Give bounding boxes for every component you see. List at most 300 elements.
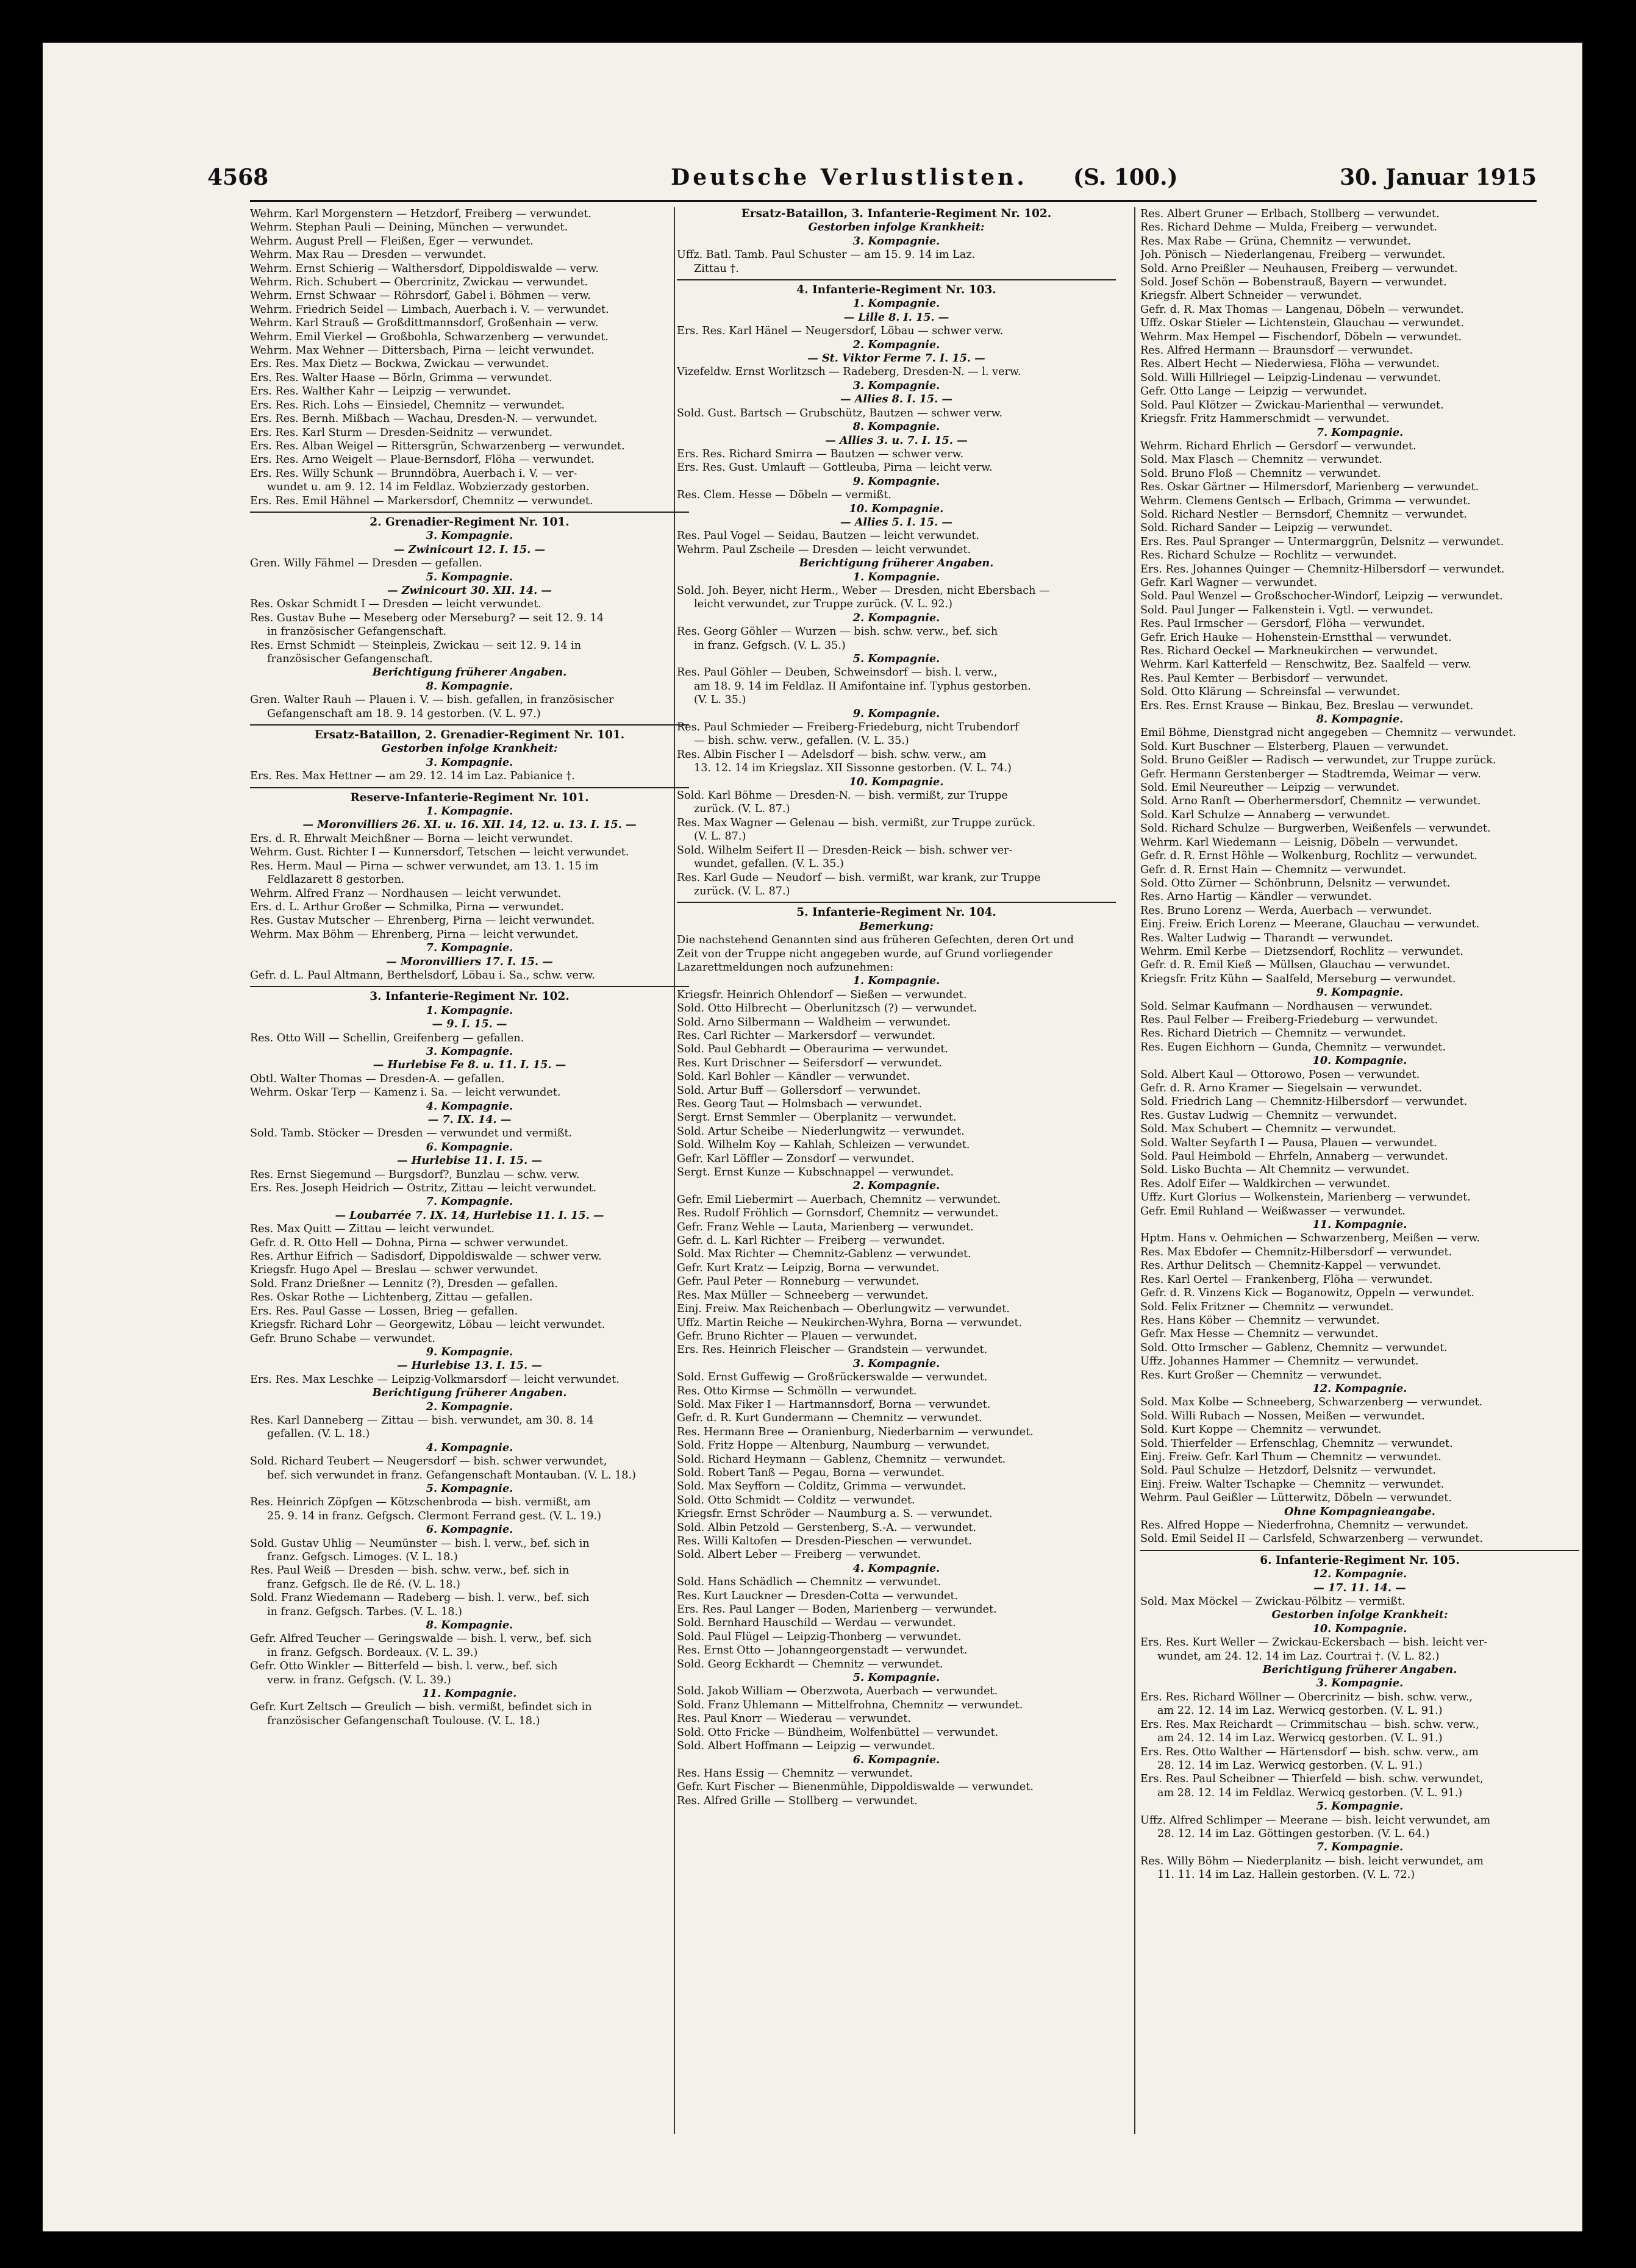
casualty-entry: Sold. Otto Schmidt — Colditz — verwundet.: [677, 1494, 915, 1507]
casualty-entry: Wehrm. Emil Vierkel — Großbohla, Schwarzenberg — verwundet.: [250, 330, 609, 343]
casualty-entry: Ers. Res. Walther Kahr — Leipzig — verwundet.: [250, 385, 511, 398]
casualty-entry: Gefr. d. R. Otto Hell — Dohna, Pirna — schwer verwundet.: [250, 1236, 569, 1249]
casualty-entry: Gefr. d. R. Arno Kramer — Siegelsain — verwundet.: [1140, 1082, 1422, 1094]
casualty-entry: Wehrm. Gust. Richter I — Kunnersdorf, Tetschen — leicht verwundet.: [250, 846, 629, 859]
casualty-entry: Einj. Freiw. Walter Tschapke — Chemnitz — verwundet.: [1140, 1478, 1445, 1491]
casualty-entry: Res. Ernst Schmidt — Steinpleis, Zwickau — seit 12. 9. 14 in: [250, 639, 582, 652]
casualty-entry: Wehrm. Richard Ehrlich — Gersdorf — verwundet.: [1140, 440, 1416, 452]
casualty-entry: Res. Paul Schmieder — Freiberg-Friedeburg, nicht Trubendorf: [677, 721, 1019, 734]
section-heading: 3. Kompagnie.: [852, 1357, 940, 1370]
section-rule: [250, 787, 689, 788]
casualty-entry-continued: franz. Gefgsch. Limoges. (V. L. 18.): [267, 1551, 458, 1563]
casualty-entry-continued: 25. 9. 14 in franz. Gefgsch. Clermont Ferrand gest. (V. L. 19.): [267, 1510, 601, 1522]
casualty-entry: Res. Albin Fischer I — Adelsdorf — bish. schw. verw., am: [677, 748, 987, 761]
section-rule: [677, 902, 1116, 903]
casualty-entry: Die nachstehend Genannten sind aus früheren Gefechten, deren Ort und: [677, 934, 1074, 947]
casualty-entry: Zeit von der Truppe nicht angegeben wurde, auf Grund vorliegender: [677, 947, 1052, 960]
casualty-entry: Sold. Wilhelm Seifert II — Dresden-Reick — bish. schwer ver-: [677, 844, 1013, 857]
casualty-entry: Res. Alfred Hermann — Braunsdorf — verwundet.: [1140, 344, 1413, 357]
casualty-entry: Wehrm. Karl Wiedemann — Leisnig, Döbeln — verwundet.: [1140, 836, 1459, 849]
casualty-entry: Gefr. Otto Winkler — Bitterfeld — bish. l. verw., bef. sich: [250, 1660, 558, 1673]
section-heading: 5. Kompagnie.: [852, 652, 940, 665]
section-heading: 8. Kompagnie.: [426, 679, 513, 693]
casualty-entry: Sold. Paul Wenzel — Großschocher-Windorf, Leipzig — verwundet.: [1140, 590, 1503, 603]
casualty-entry: Wehrm. Alfred Franz — Nordhausen — leicht verwundet.: [250, 887, 562, 900]
regiment-heading: 2. Grenadier-Regiment Nr. 101.: [370, 515, 570, 529]
casualty-entry: Sold. Karl Bohler — Kändler — verwundet.: [677, 1071, 910, 1083]
casualty-entry: Sold. Max Kolbe — Schneeberg, Schwarzenberg — verwundet.: [1140, 1396, 1483, 1409]
casualty-entry: Sold. Kurt Buschner — Elsterberg, Plauen — verwundet.: [1140, 740, 1449, 753]
casualty-entry: Einj. Freiw. Erich Lorenz — Meerane, Glauchau — verwundet.: [1140, 918, 1480, 931]
text-column-3: [1140, 207, 1579, 2152]
section-rule: [250, 986, 689, 987]
casualty-entry: Sold. Otto Zürner — Schönbrunn, Delsnitz — verwundet.: [1140, 877, 1451, 890]
casualty-entry: Sold. Bruno Geißler — Radisch — verwundet, zur Truppe zurück.: [1140, 754, 1496, 767]
section-heading: 1. Kompagnie.: [852, 974, 940, 988]
casualty-entry: Kriegsfr. Ernst Schröder — Naumburg a. S. — verwundet.: [677, 1508, 993, 1521]
casualty-entry: Gefr. d. L. Karl Richter — Freiberg — verwundet.: [677, 1235, 945, 1247]
casualty-entry: Res. Ernst Otto — Johanngeorgenstadt — verwundet.: [677, 1644, 968, 1657]
casualty-entry: Gefr. Bruno Richter — Plauen — verwundet.: [677, 1330, 918, 1343]
casualty-entry: Gren. Walter Rauh — Plauen i. V. — bish. gefallen, in französischer: [250, 694, 614, 707]
casualty-entry: Gefr. d. R. Kurt Gundermann — Chemnitz — verwundet.: [677, 1412, 982, 1425]
section-heading: 10. Kompagnie.: [849, 502, 944, 515]
date-location-line: — Loubarrée 7. IX. 14, Hurlebise 11. I. 15. —: [335, 1208, 604, 1222]
casualty-entry-continued: bef. sich verwundet in franz. Gefangenschaft Montauban. (V. L. 18.): [267, 1469, 636, 1482]
section-heading: 6. Kompagnie.: [426, 1523, 513, 1536]
casualty-entry: Gefr. d. L. Paul Altmann, Berthelsdorf, Löbau i. Sa., schw. verw.: [250, 969, 595, 982]
casualty-entry: Res. Paul Göhler — Deuben, Schweinsdorf — bish. l. verw.,: [677, 666, 998, 679]
casualty-entry: Sold. Artur Scheibe — Niederlungwitz — verwundet.: [677, 1125, 965, 1138]
casualty-entry: Sold. Otto Irmscher — Gablenz, Chemnitz — verwundet.: [1140, 1341, 1448, 1354]
date-location-line: — Zwinicourt 30. XII. 14. —: [387, 583, 552, 597]
casualty-entry: Sold. Max Flasch — Chemnitz — verwundet.: [1140, 454, 1382, 466]
section-heading: 1. Kompagnie.: [426, 805, 513, 818]
casualty-entry-continued: (V. L. 35.): [694, 694, 746, 707]
casualty-entry: Gefr. Karl Wagner — verwundet.: [1140, 576, 1317, 589]
casualty-entry: Res. Paul Weiß — Dresden — bish. schw. verw., bef. sich in: [250, 1564, 570, 1577]
casualty-entry: Kriegsfr. Hugo Apel — Breslau — schwer verwundet.: [250, 1264, 538, 1277]
casualty-entry: Res. Arthur Eifrich — Sadisdorf, Dippoldiswalde — schwer verw.: [250, 1250, 602, 1263]
section-heading: Gestorben infolge Krankheit:: [808, 221, 985, 234]
casualty-entry-continued: französischer Gefangenschaft Toulouse. (V. L. 18.): [267, 1714, 540, 1727]
casualty-entry: Wehrm. Max Böhm — Ehrenberg, Pirna — leicht verwundet.: [250, 928, 579, 941]
page-header: [207, 165, 1537, 195]
casualty-entry-continued: (V. L. 87.): [694, 830, 746, 843]
regiment-heading: 6. Infanterie-Regiment Nr. 105.: [1260, 1553, 1460, 1567]
casualty-entry: Einj. Freiw. Max Reichenbach — Oberlungwitz — verwundet.: [677, 1303, 1010, 1316]
casualty-entry: Ers. Res. Willy Schunk — Brunndöbra, Auerbach i. V. — ver-: [250, 467, 577, 480]
edition-number: (S. 100.): [1073, 165, 1178, 190]
casualty-entry: Sold. Paul Flügel — Leipzig-Thonberg — verwundet.: [677, 1630, 962, 1643]
casualty-entry: Gefr. d. R. Ernst Hain — Chemnitz — verwundet.: [1140, 863, 1407, 876]
casualty-entry: Gefr. d. R. Emil Kieß — Müllsen, Glauchau — verwundet.: [1140, 959, 1451, 972]
casualty-entry: Ers. Res. Kurt Weller — Zwickau-Eckersbach — bish. leicht ver-: [1140, 1636, 1488, 1649]
section-heading: 9. Kompagnie.: [852, 707, 940, 720]
casualty-entry: Uffz. Oskar Stieler — Lichtenstein, Glauchau — verwundet.: [1140, 317, 1464, 330]
section-heading: Berichtigung früherer Angaben.: [799, 557, 994, 570]
section-heading: 3. Kompagnie.: [426, 529, 513, 543]
section-heading: 5. Kompagnie.: [426, 570, 513, 583]
casualty-entry: Res. Karl Oertel — Frankenberg, Flöha — verwundet.: [1140, 1273, 1433, 1286]
section-heading: 3. Kompagnie.: [852, 234, 940, 248]
casualty-entry: Res. Max Müller — Schneeberg — verwundet.: [677, 1289, 929, 1302]
casualty-entry: Gefr. Kurt Kratz — Leipzig, Borna — verwundet.: [677, 1261, 940, 1274]
casualty-entry: Sold. Willi Hillriegel — Leipzig-Lindenau — verwundet.: [1140, 371, 1441, 384]
casualty-entry: Res. Oskar Rothe — Lichtenberg, Zittau — gefallen.: [250, 1291, 533, 1304]
casualty-entry-continued: in französischer Gefangenschaft.: [267, 626, 447, 638]
casualty-entry: Sold. Thierfelder — Erfenschlag, Chemnitz — verwundet.: [1140, 1437, 1453, 1450]
date-location-line: — 17. 11. 14. —: [1313, 1581, 1406, 1594]
date-location-line: — St. Viktor Ferme 7. I. 15. —: [807, 352, 985, 365]
casualty-entry: Res. Richard Dietrich — Chemnitz — verwundet.: [1140, 1027, 1406, 1040]
casualty-entry: Joh. Pönisch — Niederlangenau, Freiberg — verwundet.: [1140, 249, 1446, 262]
casualty-entry: Wehrm. Clemens Gentsch — Erlbach, Grimma — verwundet.: [1140, 494, 1471, 507]
casualty-entry: Lazarettmeldungen noch aufzunehmen:: [677, 961, 894, 974]
casualty-entry: Res. Bruno Lorenz — Werda, Auerbach — verwundet.: [1140, 904, 1432, 917]
casualty-entry: Sold. Max Seyfforn — Colditz, Grimma — verwundet.: [677, 1480, 966, 1493]
date-location-line: — Hurlebise 13. I. 15. —: [396, 1359, 543, 1372]
casualty-entry: Kriegsfr. Richard Lohr — Georgewitz, Löbau — leicht verwundet.: [250, 1319, 605, 1332]
casualty-entry: Gefr. Kurt Fischer — Bienenmühle, Dippoldiswalde — verwundet.: [677, 1781, 1034, 1794]
casualty-entry: Wehrm. Emil Kerbe — Dietzsendorf, Rochlitz — verwundet.: [1140, 945, 1463, 958]
casualty-entry: Ers. Res. Max Leschke — Leipzig-Volkmarsdorf — leicht verwundet.: [250, 1373, 620, 1386]
text-column-2: [677, 207, 1116, 2152]
section-heading: 2. Kompagnie.: [852, 338, 940, 351]
casualty-entry: Res. Georg Taut — Holmsbach — verwundet.: [677, 1098, 923, 1110]
casualty-entry-continued: am 28. 12. 14 im Feldlaz. Werwicq gestorben. (V. L. 91.): [1157, 1786, 1463, 1799]
text-column-1: [250, 207, 689, 2152]
casualty-entry: Gefr. Emil Liebermirt — Auerbach, Chemnitz — verwundet.: [677, 1193, 1001, 1206]
section-heading: 10. Kompagnie.: [1312, 1054, 1407, 1068]
casualty-entry: Sold. Richard Heymann — Gablenz, Chemnitz — verwundet.: [677, 1453, 1006, 1466]
casualty-entry: Wehrm. Ernst Schwaar — Röhrsdorf, Gabel i. Böhmen — verw.: [250, 290, 591, 302]
casualty-entry: Ers. Res. Paul Spranger — Untermarggrün, Delsnitz — verwundet.: [1140, 535, 1504, 548]
issue-date: 30. Januar 1915: [1340, 165, 1537, 190]
casualty-entry-continued: 28. 12. 14 im Laz. Werwicq gestorben. (V. L. 91.): [1157, 1759, 1423, 1772]
casualty-entry-continued: in franz. Gefgsch. Bordeaux. (V. L. 39.): [267, 1646, 478, 1659]
casualty-entry: Sold. Albert Hoffmann — Leipzig — verwundet.: [677, 1740, 935, 1753]
section-heading: 12. Kompagnie.: [1312, 1382, 1407, 1395]
section-heading: 11. Kompagnie.: [1312, 1218, 1407, 1232]
section-heading: 8. Kompagnie.: [1316, 713, 1404, 726]
casualty-entry: Ers. Res. Max Reichardt — Crimmitschau — bish. schw. verw.,: [1140, 1718, 1479, 1731]
casualty-entry: Res. Richard Schulze — Rochlitz — verwundet.: [1140, 549, 1397, 562]
casualty-entry: Sold. Paul Schulze — Hetzdorf, Delsnitz — verwundet.: [1140, 1464, 1436, 1477]
section-heading: Ohne Kompagnieangabe.: [1284, 1505, 1435, 1518]
casualty-entry: Ers. Res. Otto Walther — Härtensdorf — bish. schw. verw., am: [1140, 1746, 1479, 1758]
casualty-entry: Res. Max Ebdofer — Chemnitz-Hilbersdorf — verwundet.: [1140, 1246, 1452, 1258]
casualty-entry: Sold. Lisko Buchta — Alt Chemnitz — verwundet.: [1140, 1164, 1410, 1177]
casualty-entry: Sold. Albert Kaul — Ottorowo, Posen — verwundet.: [1140, 1068, 1420, 1081]
date-location-line: — Lille 8. I. 15. —: [843, 310, 949, 324]
casualty-entry: Sold. Fritz Hoppe — Altenburg, Naumburg — verwundet.: [677, 1439, 990, 1452]
casualty-entry: Sold. Paul Gebhardt — Oberaurima — verwundet.: [677, 1043, 949, 1056]
casualty-entry: Wehrm. Karl Strauß — Großdittmannsdorf, Großenhain — verw.: [250, 317, 599, 330]
section-heading: Gestorben infolge Krankheit:: [381, 742, 558, 755]
regiment-heading: Ersatz-Bataillon, 3. Infanterie-Regiment Nr. 102.: [741, 207, 1052, 220]
casualty-entry: Wehrm. Karl Katterfeld — Renschwitz, Bez. Saalfeld — verw.: [1140, 658, 1471, 671]
regiment-heading: Ersatz-Bataillon, 2. Grenadier-Regiment Nr. 101.: [314, 729, 625, 742]
casualty-entry: Sold. Kurt Koppe — Chemnitz — verwundet.: [1140, 1424, 1382, 1436]
casualty-entry: Gefr. Emil Ruhland — Weißwasser — verwundet.: [1140, 1205, 1406, 1218]
section-heading: 4. Kompagnie.: [852, 1561, 940, 1575]
casualty-entry: Wehrm. Max Wehner — Dittersbach, Pirna — leicht verwundet.: [250, 344, 595, 357]
casualty-entry: Ers. Res. Richard Wöllner — Obercrinitz — bish. schw. verw.,: [1140, 1691, 1473, 1703]
casualty-entry: Sold. Wilhelm Koy — Kahlah, Schleizen — verwundet.: [677, 1139, 970, 1152]
casualty-entry: Gefr. Karl Löffler — Zonsdorf — verwundet.: [677, 1152, 915, 1165]
casualty-entry: Res. Max Quitt — Zittau — leicht verwundet.: [250, 1223, 495, 1236]
casualty-entry: Sold. Richard Nestler — Bernsdorf, Chemnitz — verwundet.: [1140, 508, 1467, 521]
casualty-entry: Ers. Res. Alban Weigel — Rittersgrün, Schwarzenberg — verwundet.: [250, 440, 625, 452]
casualty-entry: Sold. Josef Schön — Bobenstrauß, Bayern — verwundet.: [1140, 276, 1447, 289]
casualty-entry: Sold. Jakob William — Oberzwota, Auerbach — verwundet.: [677, 1685, 998, 1698]
casualty-entry: Wehrm. Stephan Pauli — Deining, München — verwundet.: [250, 221, 568, 234]
section-heading: 5. Kompagnie.: [852, 1671, 940, 1685]
casualty-entry: Kriegsfr. Albert Schneider — verwundet.: [1140, 290, 1362, 302]
section-heading: 3. Kompagnie.: [852, 379, 940, 392]
section-heading: 4. Kompagnie.: [426, 1441, 513, 1454]
casualty-entry: Gren. Willy Fähmel — Dresden — gefallen.: [250, 557, 482, 570]
casualty-entry: Wehrm. Karl Morgenstern — Hetzdorf, Freiberg — verwundet.: [250, 208, 592, 220]
section-heading: 6. Kompagnie.: [426, 1140, 513, 1154]
section-heading: 9. Kompagnie.: [852, 474, 940, 488]
date-location-line: — 7. IX. 14. —: [427, 1113, 512, 1126]
section-heading: 6. Kompagnie.: [852, 1753, 940, 1766]
casualty-entry: Res. Albert Hecht — Niederwiesa, Flöha — verwundet.: [1140, 358, 1440, 371]
casualty-entry: Sold. Max Schubert — Chemnitz — verwundet.: [1140, 1123, 1397, 1136]
casualty-entry: Uffz. Martin Reiche — Neukirchen-Wyhra, Borna — verwundet.: [677, 1316, 1023, 1329]
casualty-entry: Sergt. Ernst Kunze — Kubschnappel — verwundet.: [677, 1166, 954, 1179]
date-location-line: — Moronvilliers 26. XI. u. 16. XII. 14, 12. u. 13. I. 15. —: [302, 818, 637, 832]
section-heading: 2. Kompagnie.: [426, 1400, 513, 1413]
casualty-entry: Res. Paul Felber — Freiberg-Friedeburg — verwundet.: [1140, 1013, 1438, 1026]
section-heading: Berichtigung früherer Angaben.: [372, 666, 567, 679]
regiment-heading: 5. Infanterie-Regiment Nr. 104.: [796, 906, 996, 919]
casualty-entry: Res. Hermann Bree — Oranienburg, Niederbarnim — verwundet.: [677, 1425, 1034, 1438]
casualty-entry: Res. Herm. Maul — Pirna — schwer verwundet, am 13. 1. 15 im: [250, 860, 599, 872]
casualty-entry: Gefr. d. R. Vinzens Kick — Boganowitz, Oppeln — verwundet.: [1140, 1287, 1474, 1300]
date-location-line: — Zwinicourt 12. I. 15. —: [393, 543, 546, 556]
casualty-entry: Uffz. Batl. Tamb. Paul Schuster — am 15. 9. 14 im Laz.: [677, 249, 976, 262]
section-heading: 1. Kompagnie.: [426, 1004, 513, 1017]
casualty-entry: Sold. Richard Teubert — Neugersdorf — bish. schwer verwundet,: [250, 1455, 607, 1468]
casualty-entry: Emil Böhme, Dienstgrad nicht angegeben — Chemnitz — verwundet.: [1140, 727, 1516, 740]
section-heading: 2. Kompagnie.: [852, 611, 940, 624]
casualty-entry-continued: 13. 12. 14 im Kriegslaz. XII Sissonne gestorben. (V. L. 74.): [694, 762, 1012, 775]
casualty-entry: Wehrm. Paul Geißler — Lütterwitz, Döbeln — verwundet.: [1140, 1492, 1452, 1505]
casualty-entry: Sold. Max Fiker I — Hartmannsdorf, Borna — verwundet.: [677, 1398, 991, 1411]
section-heading: 1. Kompagnie.: [852, 570, 940, 583]
casualty-entry: Gefr. Hermann Gerstenberger — Stadtremda, Weimar — verw.: [1140, 768, 1481, 780]
section-rule: [250, 724, 689, 726]
casualty-entry: Sold. Max Richter — Chemnitz-Gablenz — verwundet.: [677, 1248, 971, 1261]
casualty-entry: Sold. Richard Schulze — Burgwerben, Weißenfels — verwundet.: [1140, 822, 1491, 835]
section-heading: 5. Kompagnie.: [1316, 1800, 1404, 1813]
casualty-entry: Wehrm. August Prell — Fleißen, Eger — verwundet.: [250, 235, 534, 248]
casualty-entry: Gefr. d. R. Ernst Höhle — Wolkenburg, Rochlitz — verwundet.: [1140, 850, 1478, 863]
casualty-entry: Wehrm. Ernst Schierig — Walthersdorf, Dippoldiswalde — verw.: [250, 262, 599, 275]
section-heading: 8. Kompagnie.: [426, 1619, 513, 1632]
casualty-entry: Sold. Franz Drießner — Lennitz (?), Dresden — gefallen.: [250, 1277, 558, 1290]
casualty-entry: Res. Max Wagner — Gelenau — bish. vermißt, zur Truppe zurück.: [677, 816, 1036, 829]
casualty-entry: Res. Alfred Grille — Stollberg — verwundet.: [677, 1794, 918, 1807]
regiment-heading: 4. Infanterie-Regiment Nr. 103.: [796, 284, 996, 297]
casualty-entry: Res. Kurt Großer — Chemnitz — verwundet.: [1140, 1369, 1382, 1382]
casualty-entry-continued: — bish. schw. verw., gefallen. (V. L. 35.): [694, 735, 909, 747]
casualty-entry: Sold. Hans Schädlich — Chemnitz — verwundet.: [677, 1576, 941, 1589]
casualty-entry: Res. Paul Knorr — Wiederau — verwundet.: [677, 1713, 911, 1725]
casualty-entry: Vizefeldw. Ernst Worlitzsch — Radeberg, Dresden-N. — l. verw.: [677, 366, 1021, 379]
casualty-entry: Gefr. Alfred Teucher — Geringswalde — bish. l. verw., bef. sich: [250, 1633, 592, 1646]
casualty-entry: Ers. d. R. Ehrwalt Meichßner — Borna — leicht verwundet.: [250, 832, 573, 845]
casualty-entry: Ers. d. L. Arthur Großer — Schmilka, Pirna — verwundet.: [250, 900, 564, 913]
casualty-entry: Res. Walter Ludwig — Tharandt — verwundet.: [1140, 932, 1393, 944]
casualty-entry: Res. Willi Kaltofen — Dresden-Pieschen — verwundet.: [677, 1535, 973, 1547]
casualty-entry: Uffz. Kurt Glorius — Wolkenstein, Marienberg — verwundet.: [1140, 1191, 1471, 1204]
casualty-entry: Res. Max Rabe — Grüna, Chemnitz — verwundet.: [1140, 235, 1412, 248]
casualty-entry-continued: zurück. (V. L. 87.): [694, 803, 790, 816]
casualty-entry: Sold. Albert Leber — Freiberg — verwundet.: [677, 1549, 921, 1561]
date-location-line: — Allies 3. u. 7. I. 15. —: [825, 433, 968, 447]
casualty-entry: Res. Paul Irmscher — Gersdorf, Flöha — verwundet.: [1140, 618, 1425, 630]
casualty-entry: Sold. Max Möckel — Zwickau-Pölbitz — vermißt.: [1140, 1596, 1406, 1608]
casualty-entry: Res. Kurt Drischner — Seifersdorf — verwundet.: [677, 1057, 943, 1069]
casualty-entry: Sold. Otto Klärung — Schreinsfal — verwundet.: [1140, 686, 1401, 699]
casualty-entry: Sold. Paul Klötzer — Zwickau-Marienthal — verwundet.: [1140, 399, 1444, 412]
casualty-entry: Res. Kurt Lauckner — Dresden-Cotta — verwundet.: [677, 1589, 959, 1602]
casualty-entry: Res. Hans Essig — Chemnitz — verwundet.: [677, 1767, 913, 1780]
casualty-entry: Sold. Otto Hilbrecht — Oberlunitzsch (?) — verwundet.: [677, 1002, 977, 1015]
casualty-entry: Sold. Richard Sander — Leipzig — verwundet.: [1140, 522, 1393, 535]
casualty-entry: Res. Otto Will — Schellin, Greifenberg — gefallen.: [250, 1032, 524, 1044]
casualty-entry: Res. Ernst Siegemund — Burgsdorf?, Bunzlau — schw. verw.: [250, 1168, 580, 1181]
casualty-entry: Res. Gustav Mutscher — Ehrenberg, Pirna — leicht verwundet.: [250, 915, 595, 927]
casualty-entry: Sold. Franz Wiedemann — Radeberg — bish. l. verw., bef. sich: [250, 1592, 590, 1605]
casualty-entry: Res. Clem. Hesse — Döbeln — vermißt.: [677, 489, 891, 502]
casualty-entry-continued: wundet, am 24. 12. 14 im Laz. Courtrai †. (V. L. 82.): [1157, 1650, 1440, 1663]
section-heading: 9. Kompagnie.: [426, 1345, 513, 1358]
casualty-entry: Res. Karl Danneberg — Zittau — bish. verwundet, am 30. 8. 14: [250, 1414, 594, 1427]
casualty-entry: Obtl. Walter Thomas — Dresden-A. — gefallen.: [250, 1072, 505, 1085]
section-rule: [1140, 1550, 1579, 1551]
casualty-entry: Res. Gustav Buhe — Meseberg oder Merseburg? — seit 12. 9. 14: [250, 612, 604, 624]
date-location-line: — Allies 8. I. 15. —: [840, 393, 952, 406]
casualty-entry-continued: franz. Gefgsch. Ile de Ré. (V. L. 18.): [267, 1578, 460, 1591]
casualty-entry: Ers. Res. Joseph Heidrich — Ostritz, Zittau — leicht verwundet.: [250, 1182, 597, 1195]
casualty-entry: Sold. Robert Tanß — Pegau, Borna — verwundet.: [677, 1466, 945, 1479]
section-heading: 7. Kompagnie.: [426, 941, 513, 955]
section-heading: Berichtigung früherer Angaben.: [372, 1386, 567, 1400]
casualty-entry: Ers. Res. Rich. Lohs — Einsiedel, Chemnitz — verwundet.: [250, 399, 565, 412]
casualty-entry: Gefr. Franz Wehle — Lauta, Marienberg — verwundet.: [677, 1221, 974, 1233]
casualty-entry-continued: 28. 12. 14 im Laz. Göttingen gestorben. (V. L. 64.): [1157, 1827, 1430, 1840]
casualty-entry: Res. Hans Köber — Chemnitz — verwundet.: [1140, 1314, 1380, 1327]
casualty-entry-continued: wundet u. am 9. 12. 14 im Feldlaz. Wobzierzady gestorben.: [267, 481, 590, 494]
casualty-entry: Sold. Gust. Bartsch — Grubschütz, Bautzen — schwer verw.: [677, 407, 1003, 419]
section-rule: [677, 279, 1116, 280]
section-heading: Gestorben infolge Krankheit:: [1271, 1608, 1448, 1622]
casualty-entry: Gefr. Kurt Zeltsch — Greulich — bish. vermißt, befindet sich in: [250, 1701, 592, 1714]
section-heading: 8. Kompagnie.: [852, 420, 940, 433]
section-heading: 7. Kompagnie.: [426, 1195, 513, 1208]
casualty-entry: Gefr. d. R. Max Thomas — Langenau, Döbeln — verwundet.: [1140, 303, 1464, 316]
casualty-entry: Sold. Albin Petzold — Gerstenberg, S.-A. — verwundet.: [677, 1521, 977, 1534]
casualty-entry: Ers. Res. Ernst Krause — Binkau, Bez. Breslau — verwundet.: [1140, 699, 1474, 712]
regiment-heading: 3. Infanterie-Regiment Nr. 102.: [370, 990, 570, 1004]
casualty-entry: Res. Richard Oeckel — Markneukirchen — verwundet.: [1140, 645, 1438, 657]
casualty-entry-continued: Zittau †.: [694, 262, 739, 275]
casualty-entry: Res. Albert Gruner — Erlbach, Stollberg — verwundet.: [1140, 208, 1440, 220]
section-heading: 10. Kompagnie.: [1312, 1622, 1407, 1635]
casualty-entry: Sold. Friedrich Lang — Chemnitz-Hilbersdorf — verwundet.: [1140, 1096, 1468, 1108]
casualty-entry: Sold. Karl Böhme — Dresden-N. — bish. vermißt, zur Truppe: [677, 790, 1008, 802]
casualty-entry-continued: französischer Gefangenschaft.: [267, 653, 433, 665]
section-heading: Bemerkung:: [859, 919, 934, 933]
section-heading: 3. Kompagnie.: [426, 1044, 513, 1058]
casualty-entry: Ers. Res. Walter Haase — Börln, Grimma — verwundet.: [250, 371, 552, 384]
section-heading: 3. Kompagnie.: [1316, 1677, 1404, 1690]
date-location-line: — Allies 5. I. 15. —: [840, 515, 952, 529]
casualty-entry: Ers. Res. Paul Langer — Boden, Marienberg — verwundet.: [677, 1603, 997, 1616]
casualty-entry-continued: Gefangenschaft am 18. 9. 14 gestorben. (V. L. 97.): [267, 707, 541, 720]
casualty-entry: Sold. Karl Schulze — Annaberg — verwundet.: [1140, 808, 1390, 821]
casualty-entry: Ers. Res. Paul Gasse — Lossen, Brieg — gefallen.: [250, 1305, 518, 1318]
casualty-entry: Sold. Arno Preißler — Neuhausen, Freiberg — verwundet.: [1140, 262, 1458, 275]
publication-title: Deutsche Verlustlisten.: [671, 165, 1027, 190]
casualty-entry: Uffz. Alfred Schlimper — Meerane — bish. leicht verwundet, am: [1140, 1814, 1491, 1827]
casualty-entry: Gefr. Paul Peter — Ronneburg — verwundet.: [677, 1275, 920, 1288]
date-location-line: — Hurlebise 11. I. 15. —: [396, 1154, 543, 1168]
date-location-line: — Moronvilliers 17. I. 15. —: [386, 955, 553, 968]
casualty-entry: Res. Carl Richter — Markersdorf — verwundet.: [677, 1029, 935, 1042]
section-heading: 2. Kompagnie.: [852, 1179, 940, 1193]
casualty-entry: Ers. Res. Heinrich Fleischer — Grandstein — verwundet.: [677, 1344, 988, 1357]
casualty-entry: Ers. Res. Emil Hähnel — Markersdorf, Chemnitz — verwundet.: [250, 494, 593, 507]
casualty-entry: Hptm. Hans v. Oehmichen — Schwarzenberg, Meißen — verw.: [1140, 1232, 1480, 1245]
section-heading: 7. Kompagnie.: [1316, 426, 1404, 439]
casualty-entry: Kriegsfr. Heinrich Ohlendorf — Sießen — verwundet.: [677, 988, 967, 1001]
casualty-entry: Gefr. Max Hesse — Chemnitz — verwundet.: [1140, 1328, 1379, 1341]
casualty-entry: Sold. Selmar Kaufmann — Nordhausen — verwundet.: [1140, 1000, 1433, 1013]
casualty-entry-continued: in franz. Gefgsch. (V. L. 35.): [694, 639, 846, 652]
casualty-entry: Gefr. Otto Lange — Leipzig — verwundet.: [1140, 385, 1368, 398]
section-heading: 10. Kompagnie.: [849, 775, 944, 788]
casualty-entry-continued: am 22. 12. 14 im Laz. Werwicq gestorben. (V. L. 91.): [1157, 1705, 1443, 1717]
casualty-entry: Sold. Arno Ranft — Oberhermersdorf, Chemnitz — verwundet.: [1140, 795, 1481, 808]
casualty-entry-continued: wundet, gefallen. (V. L. 35.): [694, 858, 844, 871]
casualty-entry: Sold. Otto Fricke — Bündheim, Wolfenbüttel — verwundet.: [677, 1726, 999, 1739]
casualty-entry: Sold. Bruno Floß — Chemnitz — verwundet.: [1140, 467, 1381, 480]
casualty-entry: Wehrm. Paul Zscheile — Dresden — leicht verwundet.: [677, 543, 971, 556]
casualty-entry: Wehrm. Rich. Schubert — Obercrinitz, Zwickau — verwundet.: [250, 276, 588, 289]
casualty-entry-continued: gefallen. (V. L. 18.): [267, 1428, 370, 1441]
casualty-entry: Wehrm. Oskar Terp — Kamenz i. Sa. — leicht verwundet.: [250, 1086, 561, 1099]
regiment-heading: Reserve-Infanterie-Regiment Nr. 101.: [350, 791, 589, 804]
casualty-entry: Sold. Bernhard Hauschild — Werdau — verwundet.: [677, 1617, 956, 1630]
casualty-entry: Ers. Res. Gust. Umlauft — Gottleuba, Pirna — leicht verw.: [677, 462, 993, 474]
section-rule: [250, 512, 689, 513]
casualty-entry: Sold. Emil Neureuther — Leipzig — verwundet.: [1140, 782, 1400, 794]
column-divider: [674, 207, 675, 2134]
casualty-entry: Wehrm. Max Rau — Dresden — verwundet.: [250, 249, 487, 262]
casualty-entry: Res. Georg Göhler — Wurzen — bish. schw. verw., bef. sich: [677, 626, 998, 638]
casualty-entry: Ers. Res. Richard Smirra — Bautzen — schwer verw.: [677, 448, 964, 460]
section-heading: 7. Kompagnie.: [1316, 1841, 1404, 1854]
casualty-entry-continued: Feldlazarett 8 gestorben.: [267, 874, 405, 886]
casualty-entry: Gefr. Bruno Schabe — verwundet.: [250, 1332, 435, 1345]
section-heading: 12. Kompagnie.: [1312, 1567, 1407, 1581]
